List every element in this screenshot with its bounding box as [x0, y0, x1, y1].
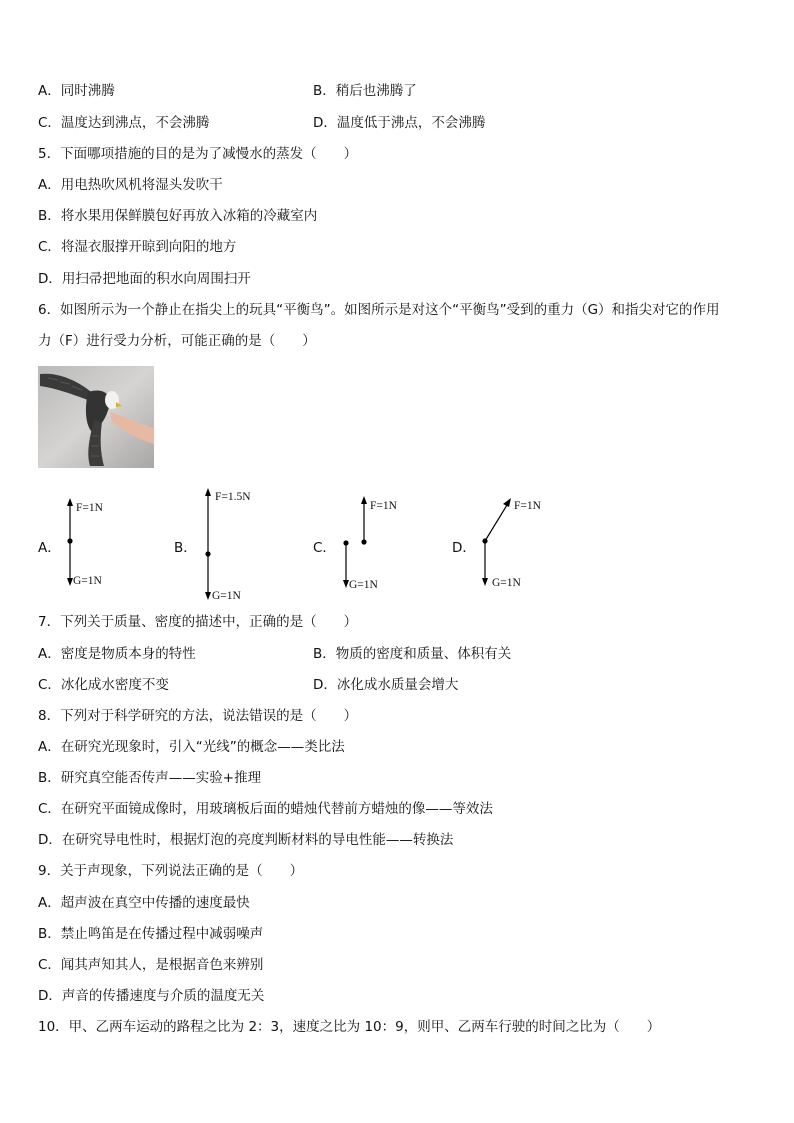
diagram-a-g-label: G=1N	[73, 575, 102, 587]
diagram-b-f-label: F=1.5N	[215, 491, 251, 503]
diagram-c-letter: C．	[313, 540, 336, 556]
diagram-b-letter: B．	[174, 540, 197, 556]
diagram-c-g-label: G=1N	[349, 579, 378, 591]
q5-option-c: C．将湿衣服撑开晾到向阳的地方	[38, 239, 237, 255]
diagram-c-f-label: F=1N	[370, 500, 397, 512]
diagram-d-letter: D．	[452, 540, 476, 556]
q9-option-b: B．禁止鸣笛是在传播过程中减弱噪声	[38, 926, 264, 942]
q5-stem: 5．下面哪项措施的目的是为了减慢水的蒸发（ ）	[38, 146, 358, 162]
q9-stem: 9．关于声现象，下列说法正确的是（ ）	[38, 863, 304, 879]
q4-option-a: A．同时沸腾	[38, 83, 115, 99]
diagram-a-f-label: F=1N	[76, 502, 103, 514]
diagram-b-g-label: G=1N	[212, 590, 241, 602]
q5-option-a: A．用电热吹风机将湿头发吹干	[38, 177, 223, 193]
q7-option-d: D．冰化成水质量会增大	[313, 677, 459, 693]
q6-stem-line1: 6．如图所示为一个静止在指尖上的玩具“平衡鸟”。如图所示是对这个“平衡鸟”受到的重力（G）和指尖对它的作用	[38, 302, 720, 318]
force-diagram-b	[174, 486, 294, 606]
diagram-d-f-label: F=1N	[514, 500, 541, 512]
q4-option-b: B．稍后也沸腾了	[313, 83, 417, 99]
q6-stem-line2: 力（F）进行受力分析，可能正确的是（ ）	[38, 333, 316, 349]
q8-option-b: B．研究真空能否传声——实验+推理	[38, 770, 262, 786]
force-diagram-d	[452, 486, 582, 606]
q5-option-b: B．将水果用保鲜膜包好再放入冰箱的冷藏室内	[38, 208, 318, 224]
q7-option-b: B．物质的密度和质量、体积有关	[313, 646, 512, 662]
q9-option-a: A．超声波在真空中传播的速度最快	[38, 895, 250, 911]
force-diagram-a	[38, 486, 158, 606]
q8-option-a: A．在研究光现象时，引入“光线”的概念——类比法	[38, 739, 345, 755]
q7-option-a: A．密度是物质本身的特性	[38, 646, 196, 662]
q9-option-c: C．闻其声知其人，是根据音色来辨别	[38, 957, 264, 973]
q7-option-c: C．冰化成水密度不变	[38, 677, 169, 693]
balance-bird-photo	[38, 366, 154, 468]
q5-option-d: D．用扫帚把地面的积水向周围扫开	[38, 271, 251, 287]
q4-option-d: D．温度低于沸点，不会沸腾	[313, 115, 486, 131]
q10-stem: 10．甲、乙两车运动的路程之比为 2：3，速度之比为 10：9，则甲、乙两车行驶的时间之比为（ ）	[38, 1019, 661, 1035]
q8-stem: 8．下列对于科学研究的方法，说法错误的是（ ）	[38, 708, 358, 724]
q4-option-c: C．温度达到沸点，不会沸腾	[38, 115, 210, 131]
q8-option-d: D．在研究导电性时，根据灯泡的亮度判断材料的导电性能——转换法	[38, 832, 454, 848]
force-diagram-c	[313, 486, 443, 606]
q8-option-c: C．在研究平面镜成像时，用玻璃板后面的蜡烛代替前方蜡烛的像——等效法	[38, 801, 493, 817]
diagram-a-letter: A．	[38, 540, 61, 556]
q7-stem: 7．下列关于质量、密度的描述中，正确的是（ ）	[38, 614, 358, 630]
q9-option-d: D．声音的传播速度与介质的温度无关	[38, 988, 265, 1004]
diagram-d-g-label: G=1N	[492, 577, 521, 589]
